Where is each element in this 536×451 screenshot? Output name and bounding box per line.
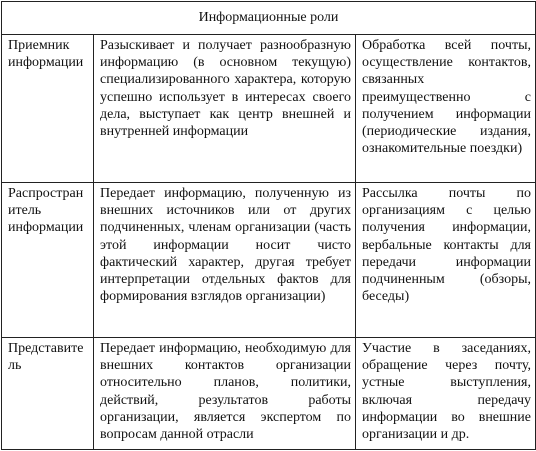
role-description: Передает информацию, необходимую для внешних контактов организации относительно планов, политики, действий, результатов работы организации, является экспертом по вопросам данной отрасли [94, 338, 356, 450]
role-tasks: Рассылка почты по организациям с целью получения информации, вербальные контакты для передачи информации подчиненным (обзоры, беседы) [356, 183, 536, 338]
role-tasks: Участие в заседаниях, обращение через почту, устные выступления, включая передачу информации во внешние организации и др. [356, 338, 536, 450]
role-name: Представитель [2, 338, 94, 450]
table-row [2, 338, 536, 450]
table-row [2, 183, 536, 338]
role-description: Передает информацию, полученную из внешних источников или от других подчиненных, членам организации (часть этой информации носит чисто фактический характер, другая требует интерпретации отдельных фактов для формирования взглядов организации) [94, 183, 356, 338]
table-title: Информационные роли [2, 2, 536, 35]
role-name: Распространитель информации [2, 183, 94, 338]
role-tasks: Обработка всей почты, осуществление контактов, связанных преимущественно с получением информации (периодические издания, ознакомительные поездки) [356, 35, 536, 183]
role-name: Приемник информации [2, 35, 94, 183]
role-description: Разыскивает и получает разнообразную информацию (в основном текущую) специализированного характера, которую успешно использует в интересах своего дела, выступает как центр внешней и внутренней информации [94, 35, 356, 183]
table-row [2, 35, 536, 183]
information-roles-table [1, 1, 536, 450]
table-header-row [2, 2, 536, 35]
